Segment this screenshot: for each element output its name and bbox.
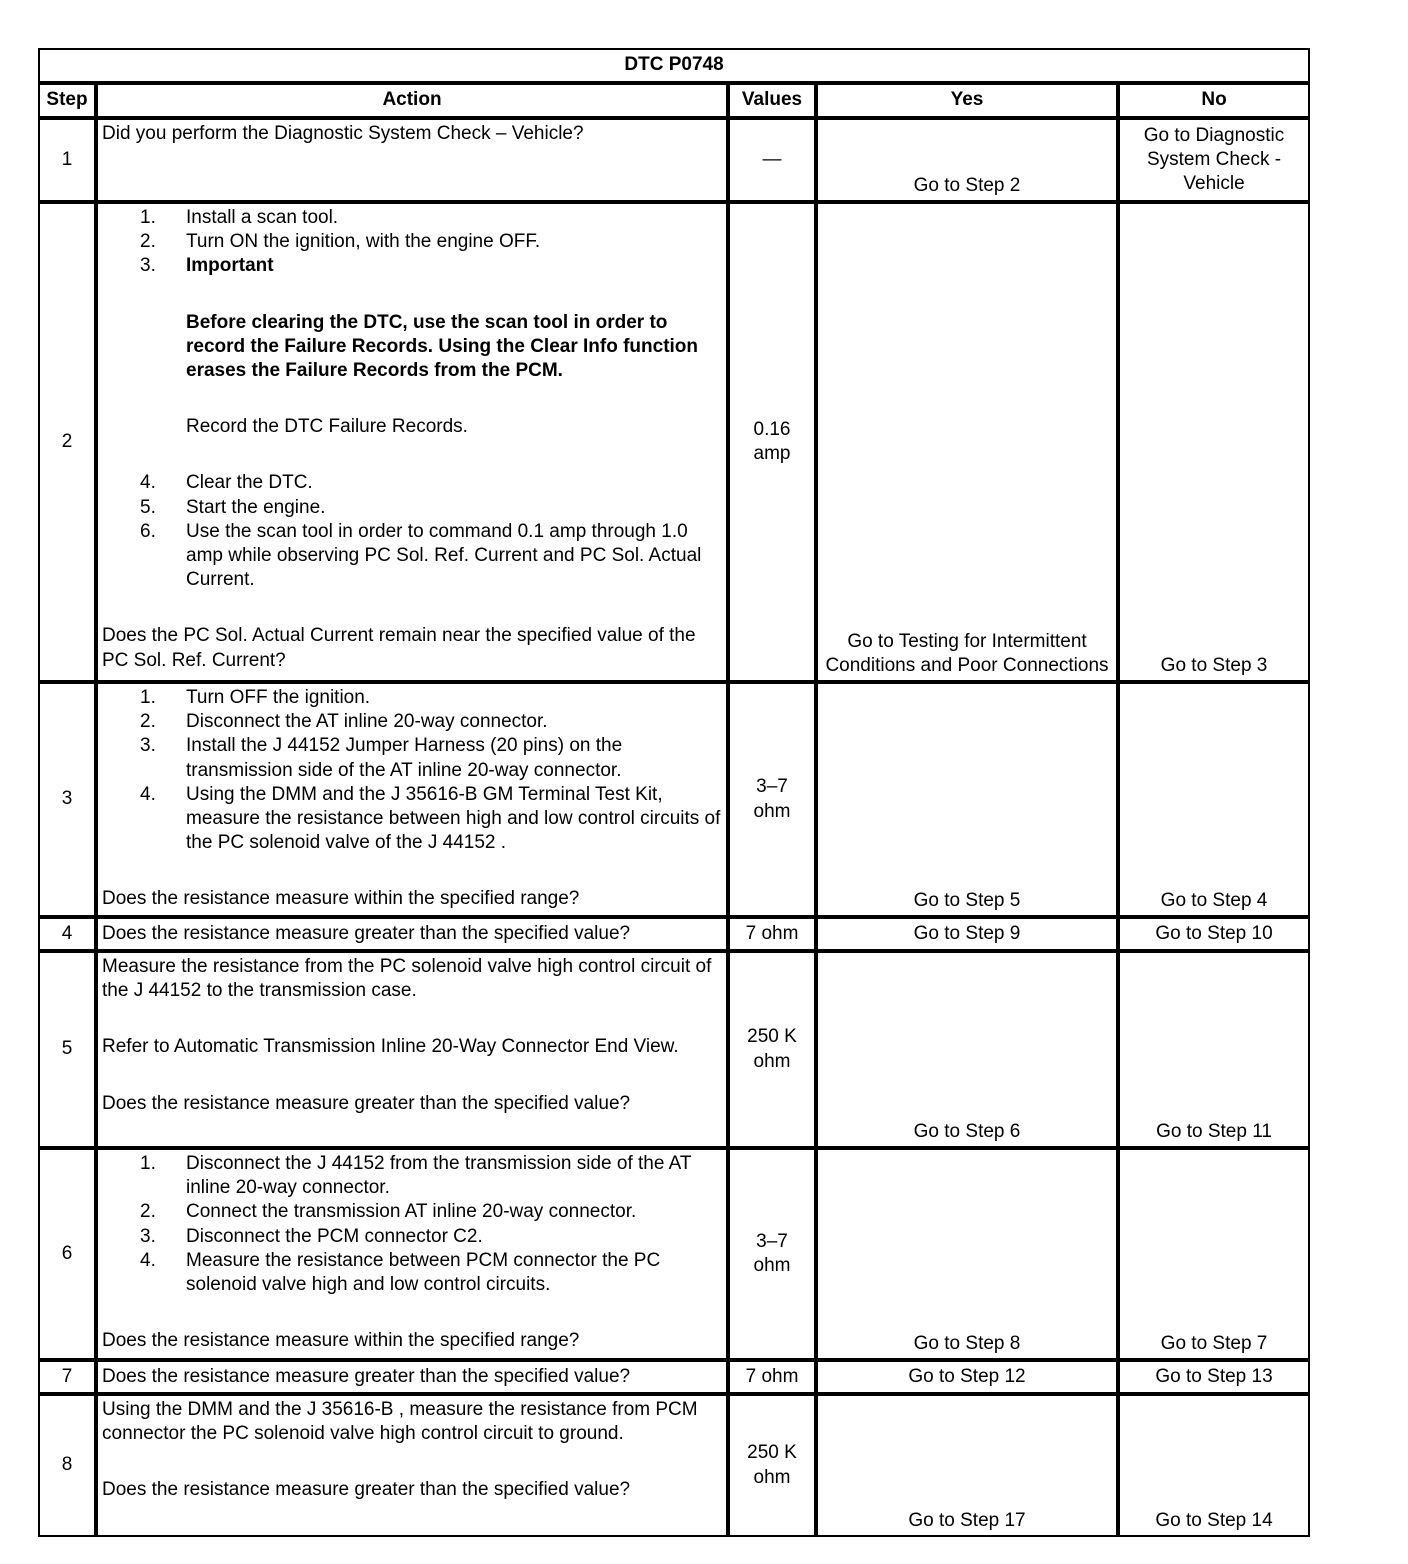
action-cell	[96, 1148, 728, 1360]
list-item: 3. Disconnect the PCM connector C2.	[140, 1225, 483, 1247]
intro-text: Using the DMM and the J 35616-B , measure the resistance from PCM connector the PC solenoid valve high control circuit to ground.	[102, 1399, 698, 1445]
header-values: Values	[728, 83, 816, 118]
step-number: 1	[38, 118, 96, 202]
step-row-4	[38, 917, 1310, 951]
no-cell: Go to Step 13	[1118, 1360, 1310, 1394]
record-note: Record the DTC Failure Records.	[186, 416, 468, 438]
list-item: 5. Start the engine.	[140, 496, 326, 518]
step-number: 8	[38, 1394, 96, 1537]
action-cell	[96, 1360, 728, 1394]
no-cell: Go to Step 14	[1118, 1394, 1310, 1537]
yes-cell: Go to Testing for Intermittent Conditions and Poor Connections	[816, 202, 1118, 682]
header-no: No	[1118, 83, 1310, 118]
intro-text: Measure the resistance from the PC solenoid valve high control circuit of the J 44152 to the transmission case.	[102, 956, 712, 1002]
list-item: 6. Use the scan tool in order to command 0.1 amp through 1.0 amp while observing PC Sol. Ref. Current and PC Sol. Actual Current.	[140, 520, 702, 591]
header-yes: Yes	[816, 83, 1118, 118]
no-cell: Go to Step 3	[1118, 202, 1310, 682]
action-cell	[96, 118, 728, 202]
important-note: Before clearing the DTC, use the scan tool in order to record the Failure Records. Using the Clear Info function erases the Failure Records from the PCM.	[186, 311, 699, 382]
step-number: 6	[38, 1148, 96, 1360]
refer-text: Refer to Automatic Transmission Inline 20-Way Connector End View.	[102, 1036, 679, 1058]
header-step: Step	[38, 83, 96, 118]
step-number: 2	[38, 202, 96, 682]
yes-cell: Go to Step 6	[816, 951, 1118, 1148]
list-item: 2. Turn ON the ignition, with the engine OFF.	[140, 231, 541, 253]
list-item: 3. Important Before clearing the DTC, use the scan tool in order to record the Failure Records. Using the Clear Info function erases the Failure Records from the PCM. Record the DTC Failure Records.	[102, 254, 722, 471]
question-text: Does the resistance measure greater than the specified value?	[102, 1479, 631, 1501]
question-text: Does the resistance measure greater than the specified value?	[102, 922, 631, 944]
value-cell: 7 ohm	[728, 917, 816, 951]
question-text: Does the resistance measure greater than the specified value?	[102, 1092, 631, 1114]
value-cell: 7 ohm	[728, 1360, 816, 1394]
list-item: 4. Measure the resistance between PCM connector the PC solenoid valve high and low control circuits.	[140, 1249, 661, 1296]
list-item: 4. Using the DMM and the J 35616-B GM Terminal Test Kit, measure the resistance between high and low control circuits of the PC solenoid valve of the J 44152 .	[140, 783, 721, 854]
question-text: Does the PC Sol. Actual Current remain near the specified value of the PC Sol. Ref. Current?	[102, 625, 696, 671]
step-row-7	[38, 1360, 1310, 1394]
yes-cell: Go to Step 12	[816, 1360, 1118, 1394]
value-cell: 3–7 ohm	[728, 1148, 816, 1360]
yes-cell: Go to Step 5	[816, 682, 1118, 917]
yes-cell: Go to Step 2	[816, 118, 1118, 202]
value-cell: —	[728, 118, 816, 202]
table-title: DTC P0748	[38, 48, 1310, 83]
list-item: 1. Install a scan tool.	[140, 207, 339, 228]
action-cell	[96, 202, 728, 682]
no-cell: Go to Diagnostic System Check - Vehicle	[1118, 118, 1310, 202]
action-cell	[96, 1394, 728, 1537]
yes-cell: Go to Step 17	[816, 1394, 1118, 1537]
header-row	[38, 83, 1310, 118]
action-cell	[96, 951, 728, 1148]
no-cell: Go to Step 10	[1118, 917, 1310, 951]
list-item: 3. Install the J 44152 Jumper Harness (20 pins) on the transmission side of the AT inline 20-way connector.	[140, 735, 623, 781]
no-cell: Go to Step 11	[1118, 951, 1310, 1148]
step-row-1	[38, 118, 1310, 202]
step-number: 4	[38, 917, 96, 951]
value-cell: 3–7 ohm	[728, 682, 816, 917]
no-cell: Go to Step 4	[1118, 682, 1310, 917]
step-list	[102, 1152, 722, 1297]
value-cell: 0.16 amp	[728, 202, 816, 682]
step-row-3	[38, 682, 1310, 917]
step-row-6	[38, 1148, 1310, 1360]
step-row-5	[38, 951, 1310, 1148]
no-cell: Go to Step 7	[1118, 1148, 1310, 1360]
question-text: Does the resistance measure within the specified range?	[102, 888, 580, 910]
step-list	[102, 206, 722, 592]
list-item: 4. Clear the DTC.	[140, 472, 313, 494]
list-item: 2. Connect the transmission AT inline 20-way connector.	[140, 1201, 637, 1223]
step-number: 7	[38, 1360, 96, 1394]
action-cell	[96, 917, 728, 951]
action-cell	[96, 682, 728, 917]
yes-cell: Go to Step 9	[816, 917, 1118, 951]
step-row-2	[38, 202, 1310, 682]
header-action: Action	[96, 83, 728, 118]
question-text: Did you perform the Diagnostic System Check – Vehicle?	[102, 123, 584, 144]
list-item: 2. Disconnect the AT inline 20-way connector.	[140, 711, 548, 733]
value-cell: 250 K ohm	[728, 1394, 816, 1537]
list-item: 1. Turn OFF the ignition.	[140, 687, 371, 708]
question-text: Does the resistance measure greater than the specified value?	[102, 1365, 631, 1387]
step-list	[102, 686, 722, 855]
yes-cell: Go to Step 8	[816, 1148, 1118, 1360]
step-number: 5	[38, 951, 96, 1148]
list-item: 1. Disconnect the J 44152 from the transmission side of the AT inline 20-way connector.	[140, 1153, 692, 1199]
diagnostic-table	[38, 48, 1310, 1537]
question-text: Does the resistance measure within the specified range?	[102, 1330, 580, 1352]
step-number: 3	[38, 682, 96, 917]
step-row-8	[38, 1394, 1310, 1537]
value-cell: 250 K ohm	[728, 951, 816, 1148]
